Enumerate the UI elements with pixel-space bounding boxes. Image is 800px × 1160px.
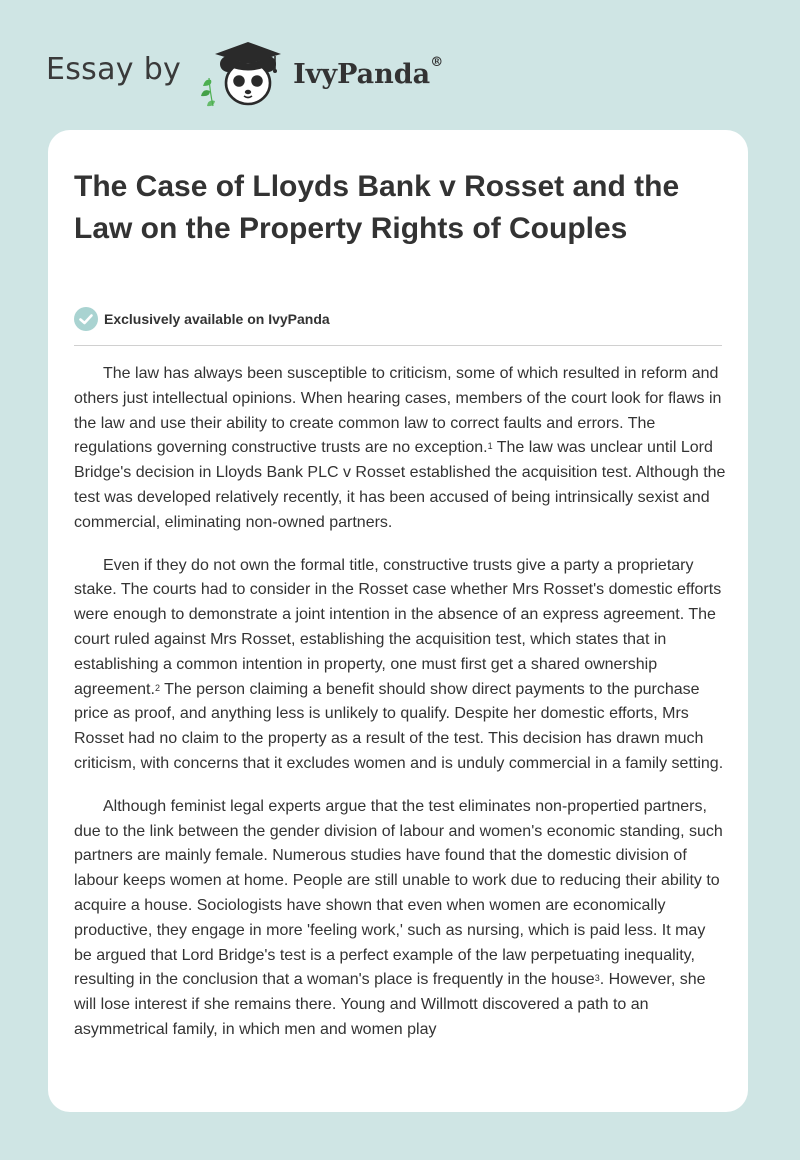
essay-title: The Case of Lloyds Bank v Rosset and the Law on the Property Rights of Couples bbox=[74, 170, 680, 245]
exclusive-badge bbox=[74, 307, 330, 331]
exclusive-label: Exclusively available on IvyPanda bbox=[104, 311, 330, 327]
essay-body bbox=[74, 362, 726, 1061]
brand-prefix: Essay by bbox=[46, 51, 182, 87]
brand-name: IvyPanda® bbox=[293, 54, 444, 90]
footnote-ref-3[interactable]: 3 bbox=[594, 973, 600, 984]
paragraph-1: The law has always been susceptible to criticism, some of which resulted in reform and others just intellectual opinions. When hearing cases, members of the court look for flaws in the law and use their ability to create common law to correct faults and errors. The regulations governing constructive trusts are no exception.$^1$ The law was unclear until Lord Bridge's decision in Lloyds Bank PLC v Rosset established the acquisition test. Although the test was developed relatively recently, it has been accused of being intrinsically sexist and commercial, eliminating non-owned partners. bbox=[74, 365, 726, 531]
essay-card bbox=[48, 130, 748, 1112]
panda-graduate-icon bbox=[195, 36, 291, 108]
paragraph-2: Even if they do not own the formal title, constructive trusts give a party a proprietary stake. The courts had to consider in the Rosset case whether Mrs Rosset's domestic efforts were enough to demonstrate a joint intention in the absence of an express agreement. The court ruled against Mrs Rosset, establishing the acquisition test, which states that in establishing a common intention in property, one must first get a shared ownership agreement.$^2$ The person claiming a benefit should show direct payments to the purchase price as proof, and anything less is unlikely to qualify. Despite her domestic efforts, Mrs Rosset had no claim to the property as a result of the test. This decision has drawn much criticism, with concerns that it excludes women and is unduly commercial in a family setting. bbox=[74, 556, 724, 772]
registered-mark: ® bbox=[430, 54, 444, 70]
footnote-ref-1[interactable]: 1 bbox=[487, 441, 493, 452]
title-divider bbox=[74, 345, 722, 346]
paragraph-3: Although feminist legal experts argue that the test eliminates non-propertied partners, due to the link between the gender division of labour and women's economic standing, such partners are mainly female. Numerous studies have found that the domestic division of labour keeps women at home. People are still unable to work due to reducing their ability to acquire a house. Sociologists have shown that even when women are economically productive, they engage in more 'feeling work,' such as nursing, which is paid less. It may be argued that Lord Bridge's test is a perfect example of the law perpetuating inequality, resulting in the conclusion that a woman's place is frequently in the house$^3$. However, she will lose interest if she remains there. Young and Willmott discovered a path to an asymmetrical family, in which men and women play bbox=[74, 797, 723, 1038]
footnote-ref-2[interactable]: 2 bbox=[154, 682, 160, 693]
check-circle-icon bbox=[74, 307, 98, 331]
site-brand[interactable] bbox=[46, 36, 443, 108]
